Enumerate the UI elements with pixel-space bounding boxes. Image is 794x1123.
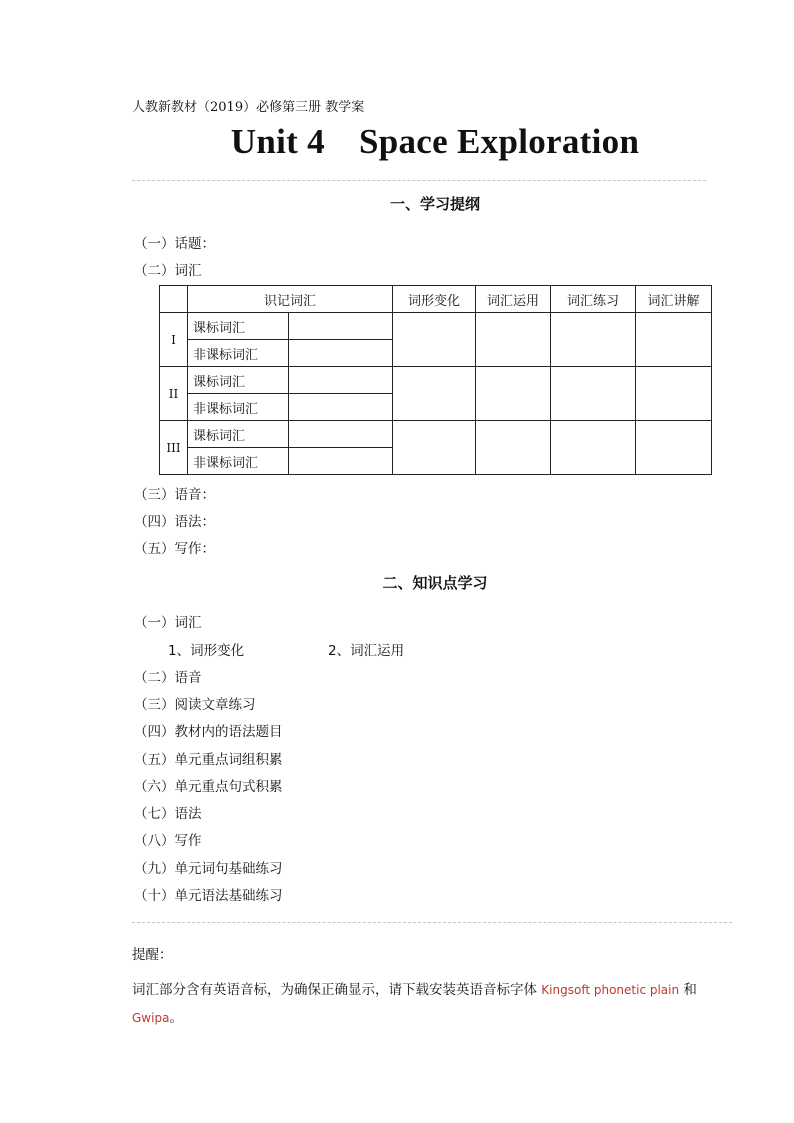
table-cell[interactable]	[289, 367, 393, 394]
table-cell[interactable]	[636, 421, 712, 475]
row-label-standard: 课标词汇	[188, 313, 289, 340]
header-memorize: 识记词汇	[188, 286, 393, 313]
table-cell[interactable]	[636, 367, 712, 421]
study-item: （一）词汇	[134, 615, 202, 631]
study-item: （三）阅读文章练习	[134, 697, 256, 713]
study-item: （六）单元重点句式积累	[134, 779, 283, 795]
table-cell[interactable]	[476, 421, 551, 475]
table-cell[interactable]	[393, 421, 476, 475]
study-subitem: 2、词汇运用	[328, 643, 405, 659]
page-title	[0, 122, 794, 162]
table-cell[interactable]	[636, 313, 712, 367]
header-note: 人教新教材（2019）必修第三册 教学案	[132, 100, 365, 115]
table-cell[interactable]	[476, 313, 551, 367]
table-cell[interactable]	[393, 367, 476, 421]
row-label-nonstandard: 非课标词汇	[188, 448, 289, 475]
row-label-standard: 课标词汇	[188, 367, 289, 394]
outline-vocab: （二）词汇	[134, 263, 202, 279]
table-cell[interactable]	[551, 421, 636, 475]
note-text-2	[132, 1006, 183, 1026]
study-item: （五）单元重点词组积累	[134, 752, 283, 768]
study-item: （二）语音	[134, 670, 202, 686]
table-row	[160, 313, 712, 340]
font-name-kingsoft: Kingsoft phonetic plain	[541, 983, 680, 997]
note-text	[132, 978, 697, 998]
table-corner-cell	[160, 286, 188, 313]
note-text-end: 。	[169, 1010, 183, 1026]
group-label: I	[160, 313, 188, 367]
row-label-nonstandard: 非课标词汇	[188, 394, 289, 421]
table-cell[interactable]	[551, 367, 636, 421]
study-item: （七）语法	[134, 806, 202, 822]
study-item: （十）单元语法基础练习	[134, 888, 283, 904]
title-topic: Space Exploration	[358, 122, 640, 161]
header-word-forms: 词形变化	[393, 286, 476, 313]
outline-grammar: （四）语法：	[134, 514, 215, 530]
table-cell[interactable]	[476, 367, 551, 421]
table-cell[interactable]	[289, 448, 393, 475]
group-label: III	[160, 421, 188, 475]
table-cell[interactable]	[289, 421, 393, 448]
divider-top	[132, 180, 706, 181]
vocab-table	[159, 285, 712, 475]
table-cell[interactable]	[289, 394, 393, 421]
table-header-row	[160, 286, 712, 313]
font-name-gwipa: Gwipa	[132, 1011, 170, 1025]
note-text-before: 词汇部分含有英语音标，为确保正确显示，请下载安装英语音标字体	[132, 982, 542, 998]
title-unit: Unit 4	[230, 122, 325, 161]
outline-pronunciation: （三）语音：	[134, 487, 215, 503]
table-row	[160, 367, 712, 394]
section2-heading: 二、知识点学习	[382, 574, 488, 592]
row-label-standard: 课标词汇	[188, 421, 289, 448]
outline-writing: （五）写作：	[134, 541, 215, 557]
section1-heading: 一、学习提纲	[389, 195, 480, 213]
header-word-explanation: 词汇讲解	[636, 286, 712, 313]
row-label-nonstandard: 非课标词汇	[188, 340, 289, 367]
study-item: （九）单元词句基础练习	[134, 861, 283, 877]
divider-bottom	[132, 922, 732, 923]
note-text-and: 和	[679, 982, 697, 998]
table-cell[interactable]	[289, 313, 393, 340]
table-row	[160, 421, 712, 448]
study-item: （八）写作	[134, 833, 202, 849]
table-cell[interactable]	[393, 313, 476, 367]
table-cell[interactable]	[289, 340, 393, 367]
note-label: 提醒：	[132, 947, 173, 963]
outline-topic: （一）话题：	[134, 236, 215, 252]
group-label: II	[160, 367, 188, 421]
header-word-usage: 词汇运用	[476, 286, 551, 313]
header-word-practice: 词汇练习	[551, 286, 636, 313]
study-item: （四）教材内的语法题目	[134, 724, 283, 740]
table-cell[interactable]	[551, 313, 636, 367]
study-subitem: 1、词形变化	[168, 643, 245, 659]
